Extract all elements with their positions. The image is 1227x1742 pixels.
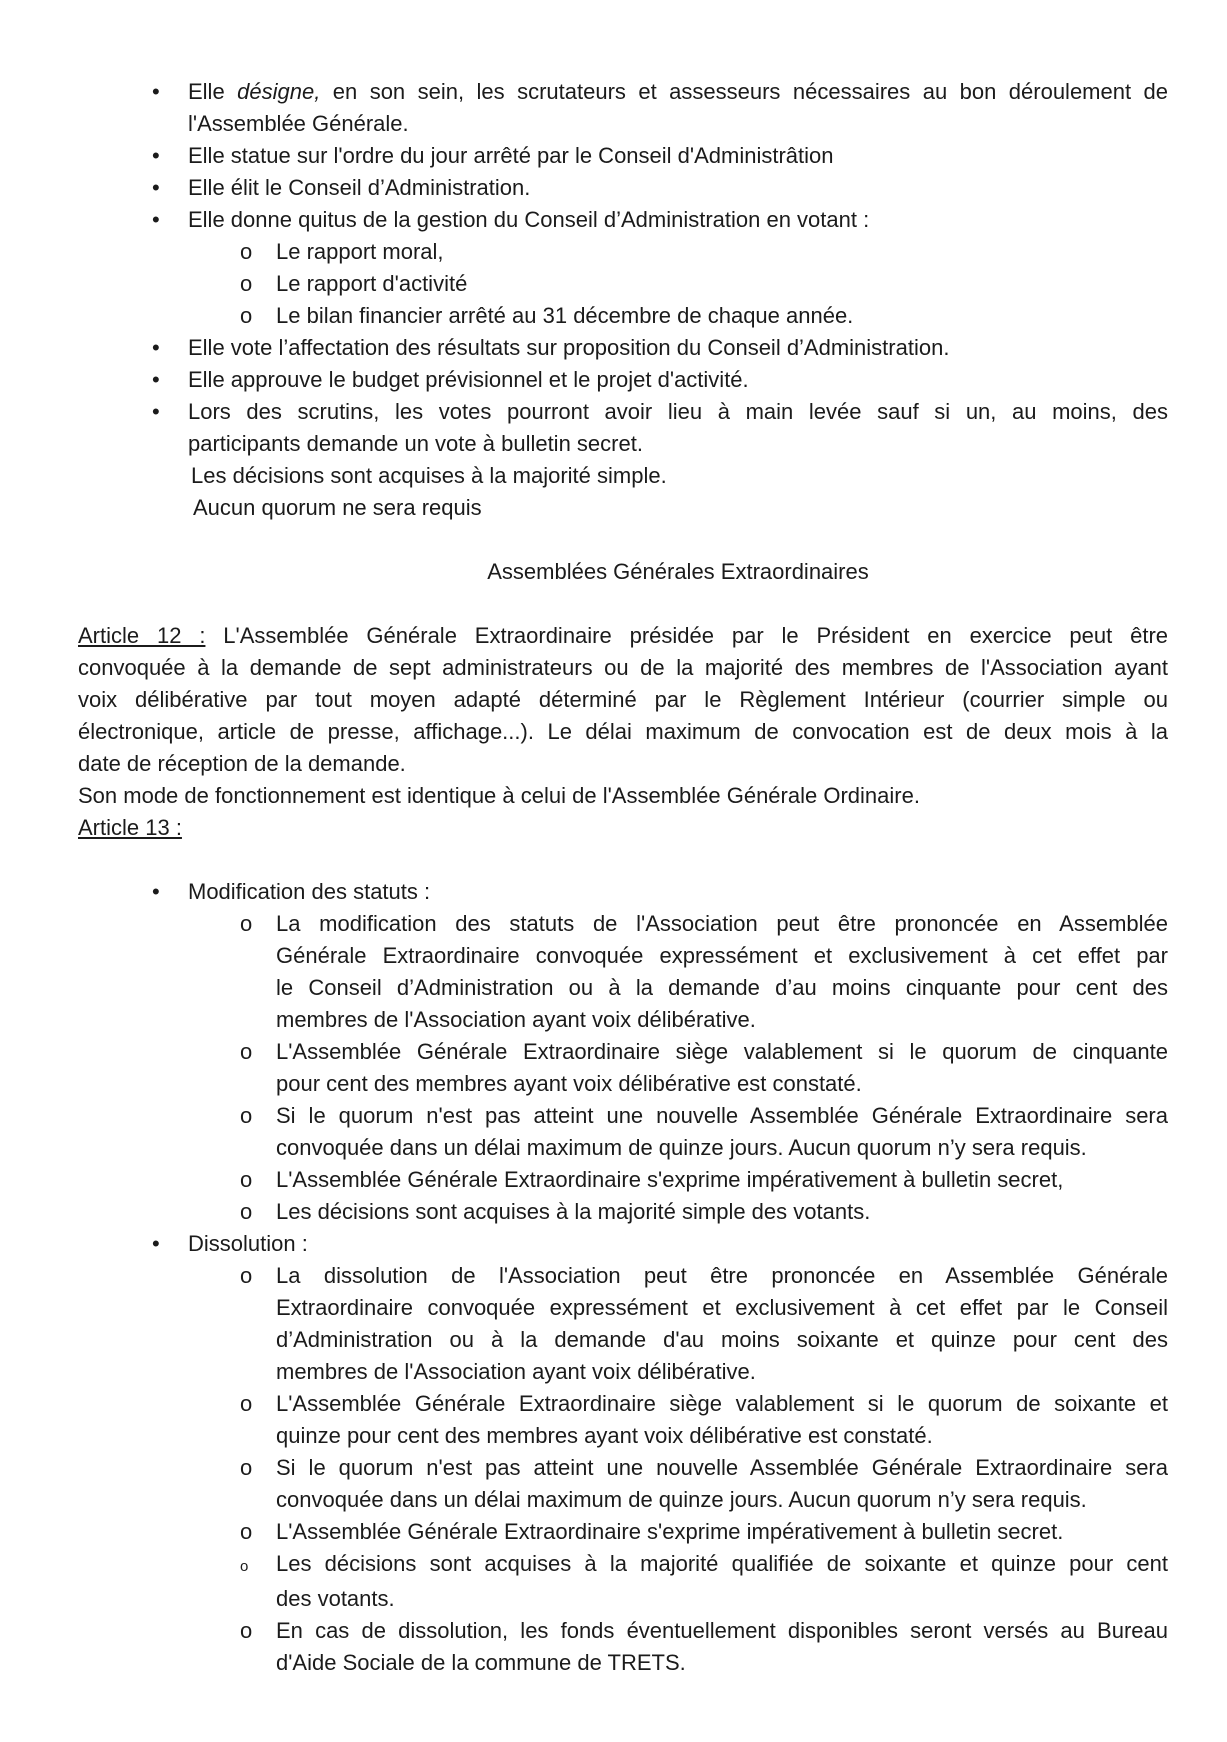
- bullet-marker: •: [152, 143, 160, 168]
- sub-marker: o: [240, 271, 253, 296]
- sub-item: [78, 1196, 1168, 1228]
- paragraph-line: Les décisions sont acquises à la majorité simple.: [191, 463, 667, 488]
- sub-text: En cas de dissolution, les fonds éventuellement disponibles seront versés au Bureau: [276, 1618, 1168, 1643]
- sub-continuation: Générale Extraordinaire convoquée expressément et exclusivement à cet effet par: [276, 943, 1168, 968]
- article-text-line: date de réception de la demande.: [78, 751, 406, 776]
- sub-continuation: pour cent des membres ayant voix délibérative est constaté.: [276, 1071, 862, 1096]
- bullet-text: Dissolution :: [188, 1231, 308, 1256]
- sub-item: [78, 1452, 1168, 1484]
- bullet-item: [78, 364, 1168, 396]
- sub-marker: o: [240, 1103, 253, 1128]
- spacer: [78, 844, 1168, 876]
- article-text-line: voix délibérative par tout moyen adapté déterminé par le Règlement Intérieur (courrier simple ou: [78, 687, 1168, 712]
- article-text-line: Son mode de fonctionnement est identique à celui de l'Assemblée Générale Ordinaire.: [78, 783, 920, 808]
- bullet-marker: •: [152, 399, 160, 424]
- article-text-line: convoquée à la demande de sept administrateurs ou de la majorité des membres de l'Association ayant: [78, 655, 1168, 680]
- sub-text: L'Assemblée Générale Extraordinaire s'exprime impérativement à bulletin secret.: [276, 1519, 1064, 1544]
- sub-text: Le bilan financier arrêté au 31 décembre de chaque année.: [276, 303, 854, 328]
- bullet-text: Lors des scrutins, les votes pourront avoir lieu à main levée sauf si un, au moins, des: [188, 399, 1168, 424]
- article-13-heading: [78, 812, 1168, 844]
- sub-item: [78, 1615, 1168, 1647]
- section-heading: Assemblées Générales Extraordinaires: [487, 559, 869, 584]
- bullet-text: Elle élit le Conseil d’Administration.: [188, 175, 531, 200]
- bullet-marker: •: [152, 207, 160, 232]
- bullet-item: [78, 204, 1168, 236]
- sub-item: [78, 236, 1168, 268]
- sub-continuation: convoquée dans un délai maximum de quinze jours. Aucun quorum n’y sera requis.: [276, 1487, 1087, 1512]
- sub-continuation: d’Administration ou à la demande d'au moins soixante et quinze pour cent des: [276, 1327, 1168, 1352]
- sub-marker: o: [240, 1391, 253, 1416]
- sub-marker: o: [240, 911, 253, 936]
- sub-item: [78, 1036, 1168, 1068]
- sub-text: L'Assemblée Générale Extraordinaire s'exprime impérativement à bulletin secret,: [276, 1167, 1064, 1192]
- emphasis-text: désigne,: [237, 79, 321, 104]
- article-label: Article 13 :: [78, 815, 182, 840]
- spacer: [78, 524, 1168, 556]
- sub-text: La modification des statuts de l'Association peut être prononcée en Assemblée: [276, 911, 1168, 936]
- bullet-marker: •: [152, 367, 160, 392]
- sub-marker: o: [240, 1455, 253, 1480]
- spacer: [78, 588, 1168, 620]
- sub-marker: o: [240, 1039, 253, 1064]
- bullet-item: [78, 332, 1168, 364]
- sub-marker: o: [240, 1263, 253, 1288]
- sub-text: Les décisions sont acquises à la majorité simple des votants.: [276, 1199, 871, 1224]
- sub-item: [78, 1260, 1168, 1292]
- bullet-item: [78, 876, 1168, 908]
- bullet-text: Elle vote l’affectation des résultats sur proposition du Conseil d’Administration.: [188, 335, 950, 360]
- sub-continuation: des votants.: [276, 1586, 395, 1611]
- sub-marker: o: [240, 239, 253, 264]
- bullet-marker: •: [152, 79, 160, 104]
- sub-text: La dissolution de l'Association peut être prononcée en Assemblée Générale: [276, 1263, 1168, 1288]
- article-12-first-line: [78, 620, 1168, 652]
- bullet-text: Elle donne quitus de la gestion du Conseil d’Administration en votant :: [188, 207, 870, 232]
- sub-marker: o: [240, 1167, 253, 1192]
- bullet-continuation: l'Assemblée Générale.: [188, 111, 409, 136]
- article-text: L'Assemblée Générale Extraordinaire présidée par le Président en exercice peut être: [205, 623, 1168, 648]
- sub-continuation: quinze pour cent des membres ayant voix délibérative est constaté.: [276, 1423, 933, 1448]
- sub-marker: o: [240, 1618, 253, 1643]
- sub-item: [78, 1548, 1168, 1583]
- sub-marker: o: [240, 1558, 249, 1575]
- sub-item: [78, 908, 1168, 940]
- sub-item: [78, 300, 1168, 332]
- paragraph-line: Aucun quorum ne sera requis: [193, 495, 482, 520]
- sub-marker: o: [240, 1519, 253, 1544]
- sub-continuation: d'Aide Sociale de la commune de TRETS.: [276, 1650, 686, 1675]
- sub-item: [78, 1388, 1168, 1420]
- sub-text: Le rapport moral,: [276, 239, 444, 264]
- bullet-text: Elle approuve le budget prévisionnel et le projet d'activité.: [188, 367, 749, 392]
- bullet-item: [78, 172, 1168, 204]
- sub-continuation: membres de l'Association ayant voix délibérative.: [276, 1007, 756, 1032]
- sub-text: Si le quorum n'est pas atteint une nouvelle Assemblée Générale Extraordinaire sera: [276, 1455, 1168, 1480]
- sub-continuation: convoquée dans un délai maximum de quinze jours. Aucun quorum n’y sera requis.: [276, 1135, 1087, 1160]
- sub-continuation: Extraordinaire convoquée expressément et exclusivement à cet effet par le Conseil: [276, 1295, 1168, 1320]
- sub-text: Les décisions sont acquises à la majorité qualifiée de soixante et quinze pour cent: [276, 1551, 1168, 1576]
- bullet-text: Elle statue sur l'ordre du jour arrêté par le Conseil d'Administrâtion: [188, 143, 834, 168]
- bullet-item: [78, 140, 1168, 172]
- sub-item: [78, 1100, 1168, 1132]
- bullet-marker: •: [152, 1231, 160, 1256]
- sub-item: [78, 1516, 1168, 1548]
- bullet-item: [78, 76, 1168, 108]
- sub-item: [78, 268, 1168, 300]
- sub-text: L'Assemblée Générale Extraordinaire siège valablement si le quorum de soixante et: [276, 1391, 1168, 1416]
- sub-marker: o: [240, 303, 253, 328]
- bullet-marker: •: [152, 175, 160, 200]
- sub-continuation: membres de l'Association ayant voix délibérative.: [276, 1359, 756, 1384]
- sub-text: L'Assemblée Générale Extraordinaire siège valablement si le quorum de cinquante: [276, 1039, 1168, 1064]
- article-label: Article 12 :: [78, 623, 206, 648]
- bullet-text: Modification des statuts :: [188, 879, 431, 904]
- bullet-marker: •: [152, 335, 160, 360]
- sub-text: Si le quorum n'est pas atteint une nouvelle Assemblée Générale Extraordinaire sera: [276, 1103, 1168, 1128]
- bullet-text: Elle: [188, 79, 238, 104]
- document-page: [78, 76, 1168, 1679]
- sub-item: [78, 1164, 1168, 1196]
- sub-text: Le rapport d'activité: [276, 271, 468, 296]
- bullet-item: [78, 1228, 1168, 1260]
- bullet-item: [78, 396, 1168, 428]
- bullet-marker: •: [152, 879, 160, 904]
- bullet-text: en son sein, les scrutateurs et assesseurs nécessaires au bon déroulement de: [320, 79, 1169, 104]
- sub-continuation: le Conseil d’Administration ou à la demande d’au moins cinquante pour cent des: [276, 975, 1168, 1000]
- sub-marker: o: [240, 1199, 253, 1224]
- bullet-continuation: participants demande un vote à bulletin secret.: [188, 431, 643, 456]
- article-text-line: électronique, article de presse, affichage...). Le délai maximum de convocation est de deux mois à la: [78, 719, 1168, 744]
